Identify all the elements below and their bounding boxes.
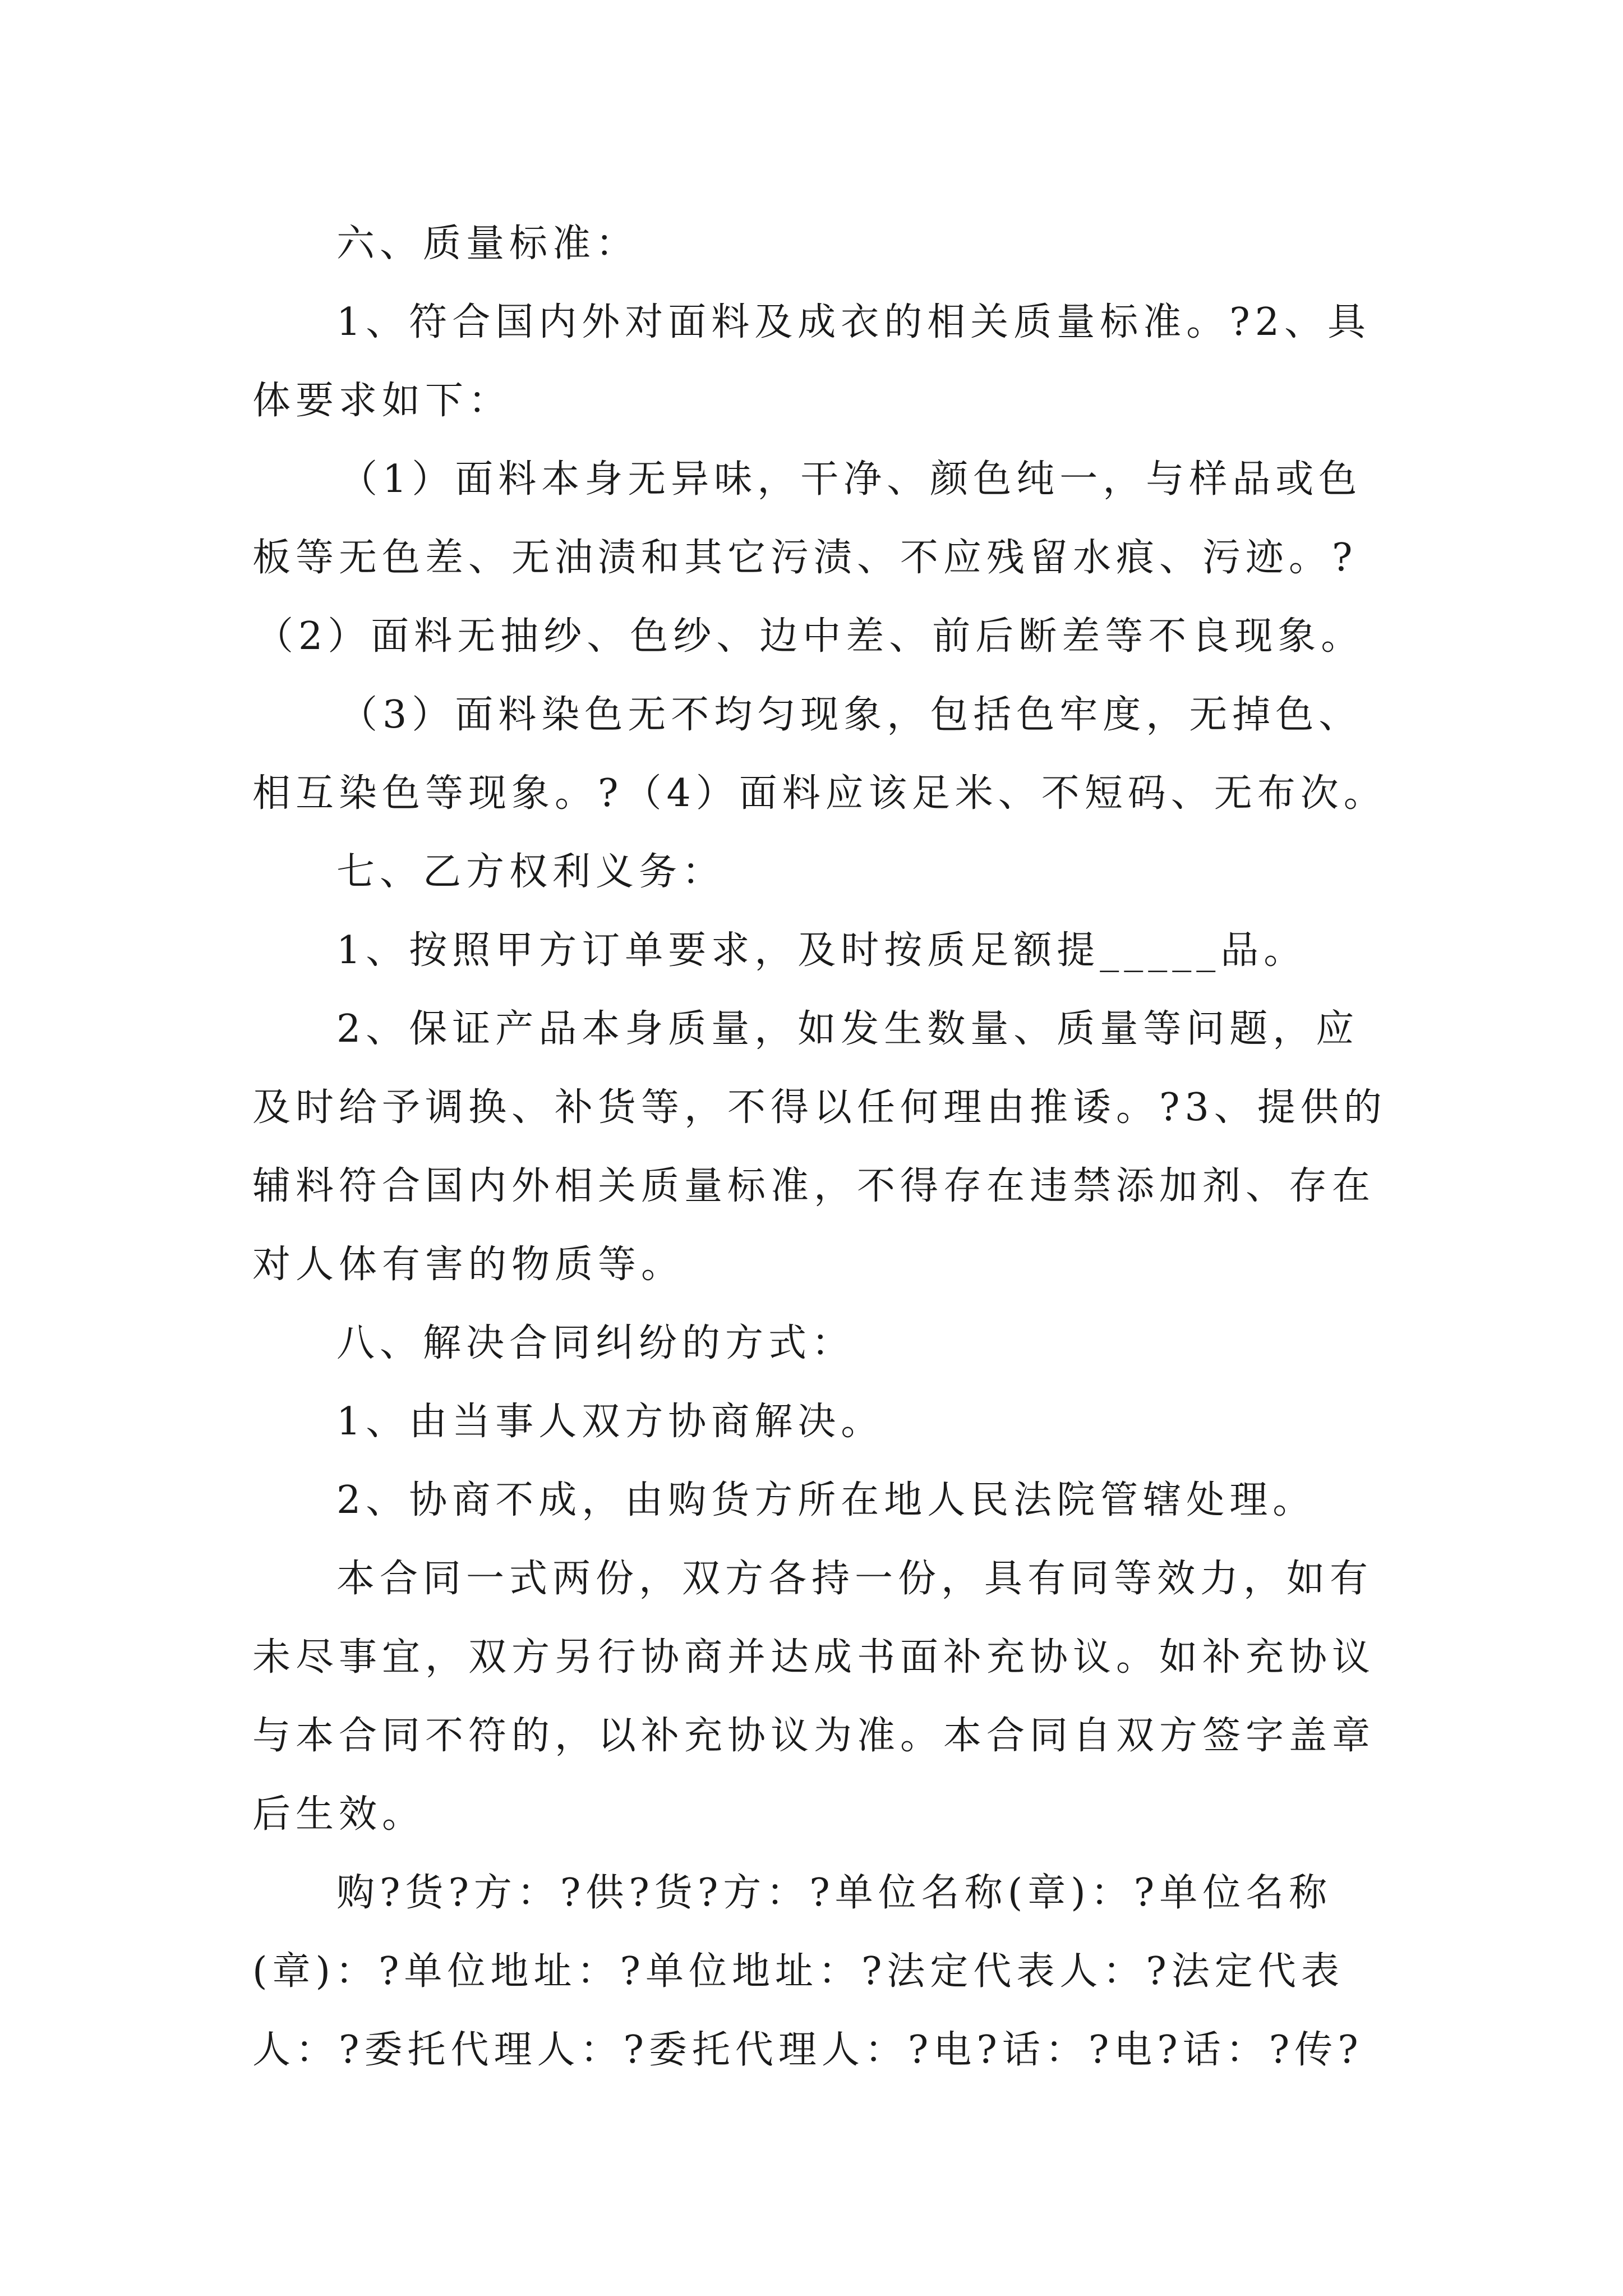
paragraph-line: 对人体有害的物质等。 [252,1243,685,1287]
signature-block-line: 人：?委托代理人：?委托代理人：?电?话：?电?话：?传? [252,2028,1363,2072]
paragraph-line: 辅料符合国内外相关质量标准，不得存在违禁添加剂、存在 [252,1164,1376,1208]
paragraph-line: 体要求如下： [252,379,512,423]
paragraph-line: 板等无色差、无油渍和其它污渍、不应残留水痕、污迹。? [252,536,1358,580]
paragraph-line: 2、协商不成，由购货方所在地人民法院管辖处理。 [336,1478,1316,1522]
signature-block-line: 购?货?方：?供?货?方：?单位名称(章)：?单位名称 [336,1871,1332,1915]
section-six-heading: 六、质量标准： [336,222,639,266]
paragraph-line: 与本合同不符的，以补充协议为准。本合同自双方签字盖章 [252,1714,1376,1758]
paragraph-line: 2、保证产品本身质量，如发生数量、质量等问题，应 [336,1007,1359,1051]
section-seven-heading: 七、乙方权利义务： [336,850,726,894]
section-eight-heading: 八、解决合同纠纷的方式： [336,1321,855,1365]
paragraph-line: （3）面料染色无不均匀现象，包括色牢度，无掉色、 [339,693,1362,737]
paragraph-line: 1、按照甲方订单要求，及时按质足额提_____品。 [336,928,1307,973]
paragraph-line: 本合同一式两份，双方各持一份，具有同等效力，如有 [336,1557,1373,1601]
paragraph-line: 后生效。 [252,1792,426,1837]
paragraph-line: （1）面料本身无异味，干净、颜色纯一，与样品或色 [339,457,1362,501]
paragraph-line: （2）面料无抽纱、色纱、边中差、前后断差等不良现象。 [255,614,1364,659]
paragraph-line: 1、符合国内外对面料及成衣的相关质量标准。?2、具 [336,300,1371,344]
paragraph-line: 1、由当事人双方协商解决。 [336,1400,884,1444]
paragraph-line: 及时给予调换、补货等，不得以任何理由推诿。?3、提供的 [252,1085,1387,1130]
paragraph-line: 未尽事宜，双方另行协商并达成书面补充协议。如补充协议 [252,1635,1376,1680]
signature-block-line: (章)：?单位地址：?单位地址：?法定代表人：?法定代表 [252,1949,1344,1994]
paragraph-line: 相互染色等现象。?（4）面料应该足米、不短码、无布次。 [252,771,1387,816]
